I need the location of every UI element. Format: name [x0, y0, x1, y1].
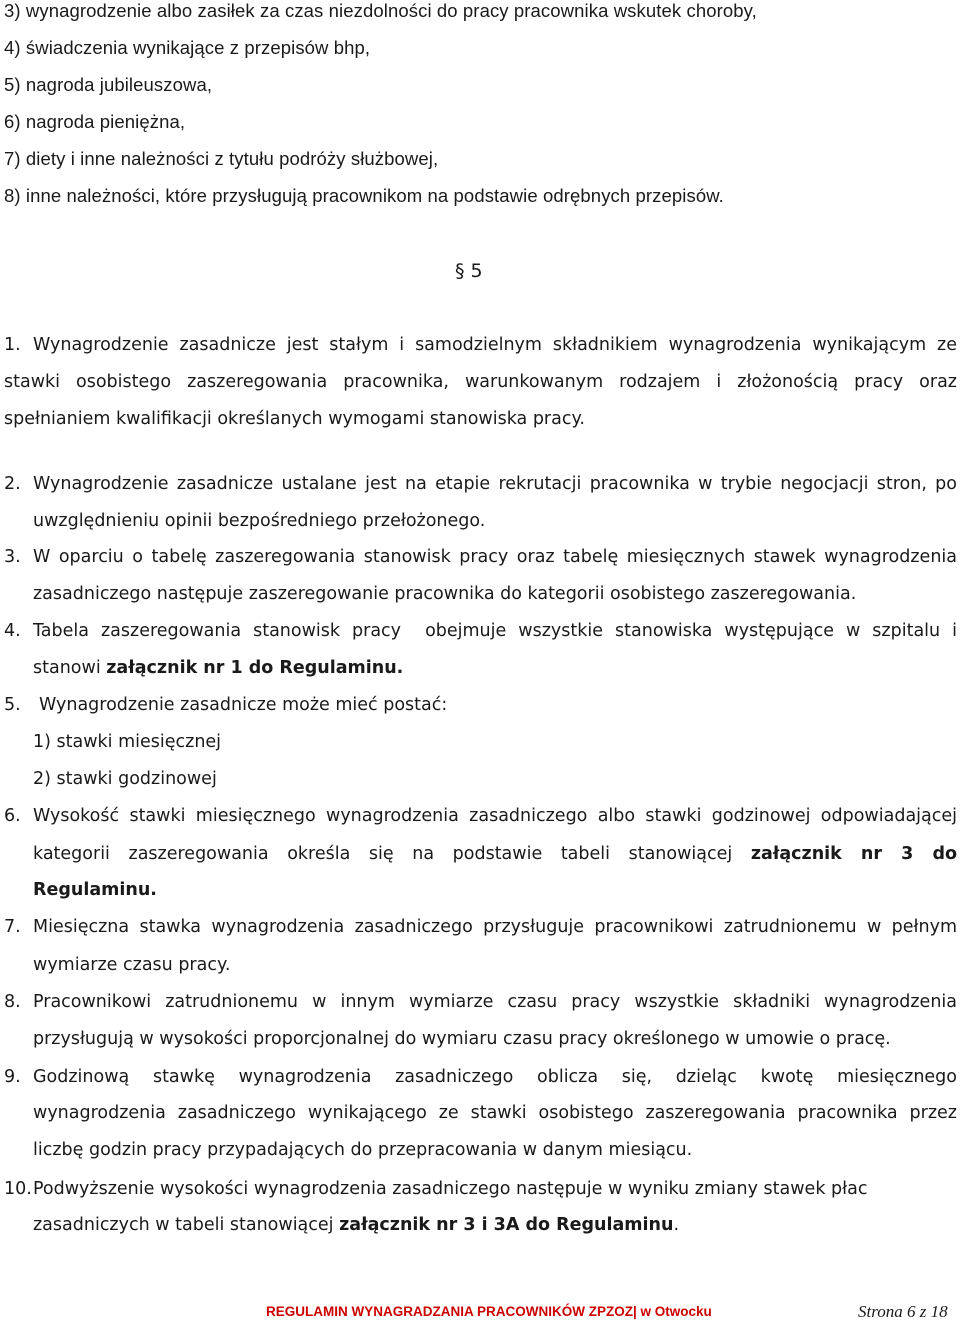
paragraph-line: wynagrodzenia zasadniczego wynikającego ze stawki osobistego zaszeregowania pracownika przez: [33, 1103, 957, 1123]
paragraph-number: 10.: [4, 1179, 32, 1199]
annex-reference: załącznik nr 1 do Regulaminu.: [106, 658, 404, 678]
paragraph-line: stanowi załącznik nr 1 do Regulaminu.: [33, 658, 404, 678]
paragraph-line: zasadniczych w tabeli stanowiącej załącznik nr 3 i 3A do Regulaminu.: [33, 1215, 680, 1235]
paragraph-number: 1.: [4, 335, 21, 355]
list-item: 8) inne należności, które przysługują pracownikom na podstawie odrębnych przepisów.: [4, 185, 724, 206]
list-item: 7) diety i inne należności z tytułu podróży służbowej,: [4, 148, 439, 169]
paragraph-number: 2.: [4, 474, 21, 494]
paragraph-number: 7.: [4, 917, 21, 937]
paragraph-line: Wysokość stawki miesięcznego wynagrodzenia zasadniczego albo stawki godzinowej odpowiadającej: [33, 806, 957, 826]
paragraph-line: [33, 879, 157, 901]
paragraph-number: 4.: [4, 621, 21, 641]
paragraph-line: wymiarze czasu pracy.: [33, 955, 231, 975]
annex-reference: załącznik nr 3 i 3A do Regulaminu: [339, 1215, 674, 1235]
paragraph-line: kategorii zaszeregowania określa się na podstawie tabeli stanowiącej załącznik nr 3 do: [33, 844, 958, 864]
sub-item: 1) stawki miesięcznej: [33, 732, 222, 752]
list-item: 6) nagroda pieniężna,: [4, 111, 186, 132]
paragraph-number: 3.: [4, 547, 21, 567]
annex-reference: załącznik nr 3 do: [750, 844, 958, 864]
paragraph-line: Pracownikowi zatrudnionemu w innym wymiarze czasu pracy wszystkie składniki wynagrodzenia: [33, 992, 957, 1012]
footer-title: REGULAMIN WYNAGRADZANIA PRACOWNIKÓW ZPZOZ| w Otwocku: [266, 1304, 712, 1319]
paragraph-line: Miesięczna stawka wynagrodzenia zasadniczego przysługuje pracownikowi zatrudnionemu w pełnym: [33, 917, 957, 937]
paragraph-line: przysługują w wysokości proporcjonalnej do wymiaru czasu pracy określonego w umowie o pracę.: [33, 1029, 891, 1049]
paragraph-number: 9.: [4, 1067, 21, 1087]
paragraph-number: 6.: [4, 806, 21, 826]
paragraph-line: Wynagrodzenie zasadnicze może mieć postać:: [39, 695, 448, 715]
page-number: Strona 6 z 18: [858, 1302, 948, 1321]
annex-reference: Regulaminu.: [33, 880, 157, 900]
paragraph-number: 5.: [4, 695, 21, 715]
list-item: 5) nagroda jubileuszowa,: [4, 74, 213, 95]
sub-item: 2) stawki godzinowej: [33, 769, 217, 789]
paragraph-number: 8.: [4, 992, 21, 1012]
paragraph-line: stawki osobistego zaszeregowania pracownika, warunkowanym rodzajem i złożonością pracy oraz: [4, 372, 957, 392]
paragraph-line: liczbę godzin pracy przypadających do przepracowania w danym miesiącu.: [33, 1140, 693, 1160]
paragraph-line: zasadniczego następuje zaszeregowanie pracownika do kategorii osobistego zaszeregowania.: [33, 584, 857, 604]
paragraph-line: spełnianiem kwalifikacji określanych wymogami stanowiska pracy.: [4, 409, 585, 429]
paragraph-line: Wynagrodzenie zasadnicze jest stałym i samodzielnym składnikiem wynagrodzenia wynikającym ze: [33, 335, 957, 355]
paragraph-line: Tabela zaszeregowania stanowisk pracy obejmuje wszystkie stanowiska występujące w szpitalu i: [33, 621, 957, 641]
paragraph-line: Wynagrodzenie zasadnicze ustalane jest na etapie rekrutacji pracownika w trybie negocjacji stron, po: [33, 474, 957, 494]
list-item: 4) świadczenia wynikające z przepisów bhp,: [4, 37, 371, 58]
paragraph-line: W oparciu o tabelę zaszeregowania stanowisk pracy oraz tabelę miesięcznych stawek wynagrodzenia: [33, 547, 957, 567]
list-item: 3) wynagrodzenie albo zasiłek za czas niezdolności do pracy pracownika wskutek choroby,: [4, 0, 757, 21]
paragraph-line: Podwyższenie wysokości wynagrodzenia zasadniczego następuje w wyniku zmiany stawek płac: [33, 1179, 868, 1199]
section-heading: § 5: [455, 260, 483, 282]
paragraph-line: Godzinową stawkę wynagrodzenia zasadniczego oblicza się, dzieląc kwotę miesięcznego: [33, 1067, 957, 1087]
paragraph-line: uwzględnieniu opinii bezpośredniego przełożonego.: [33, 511, 486, 531]
